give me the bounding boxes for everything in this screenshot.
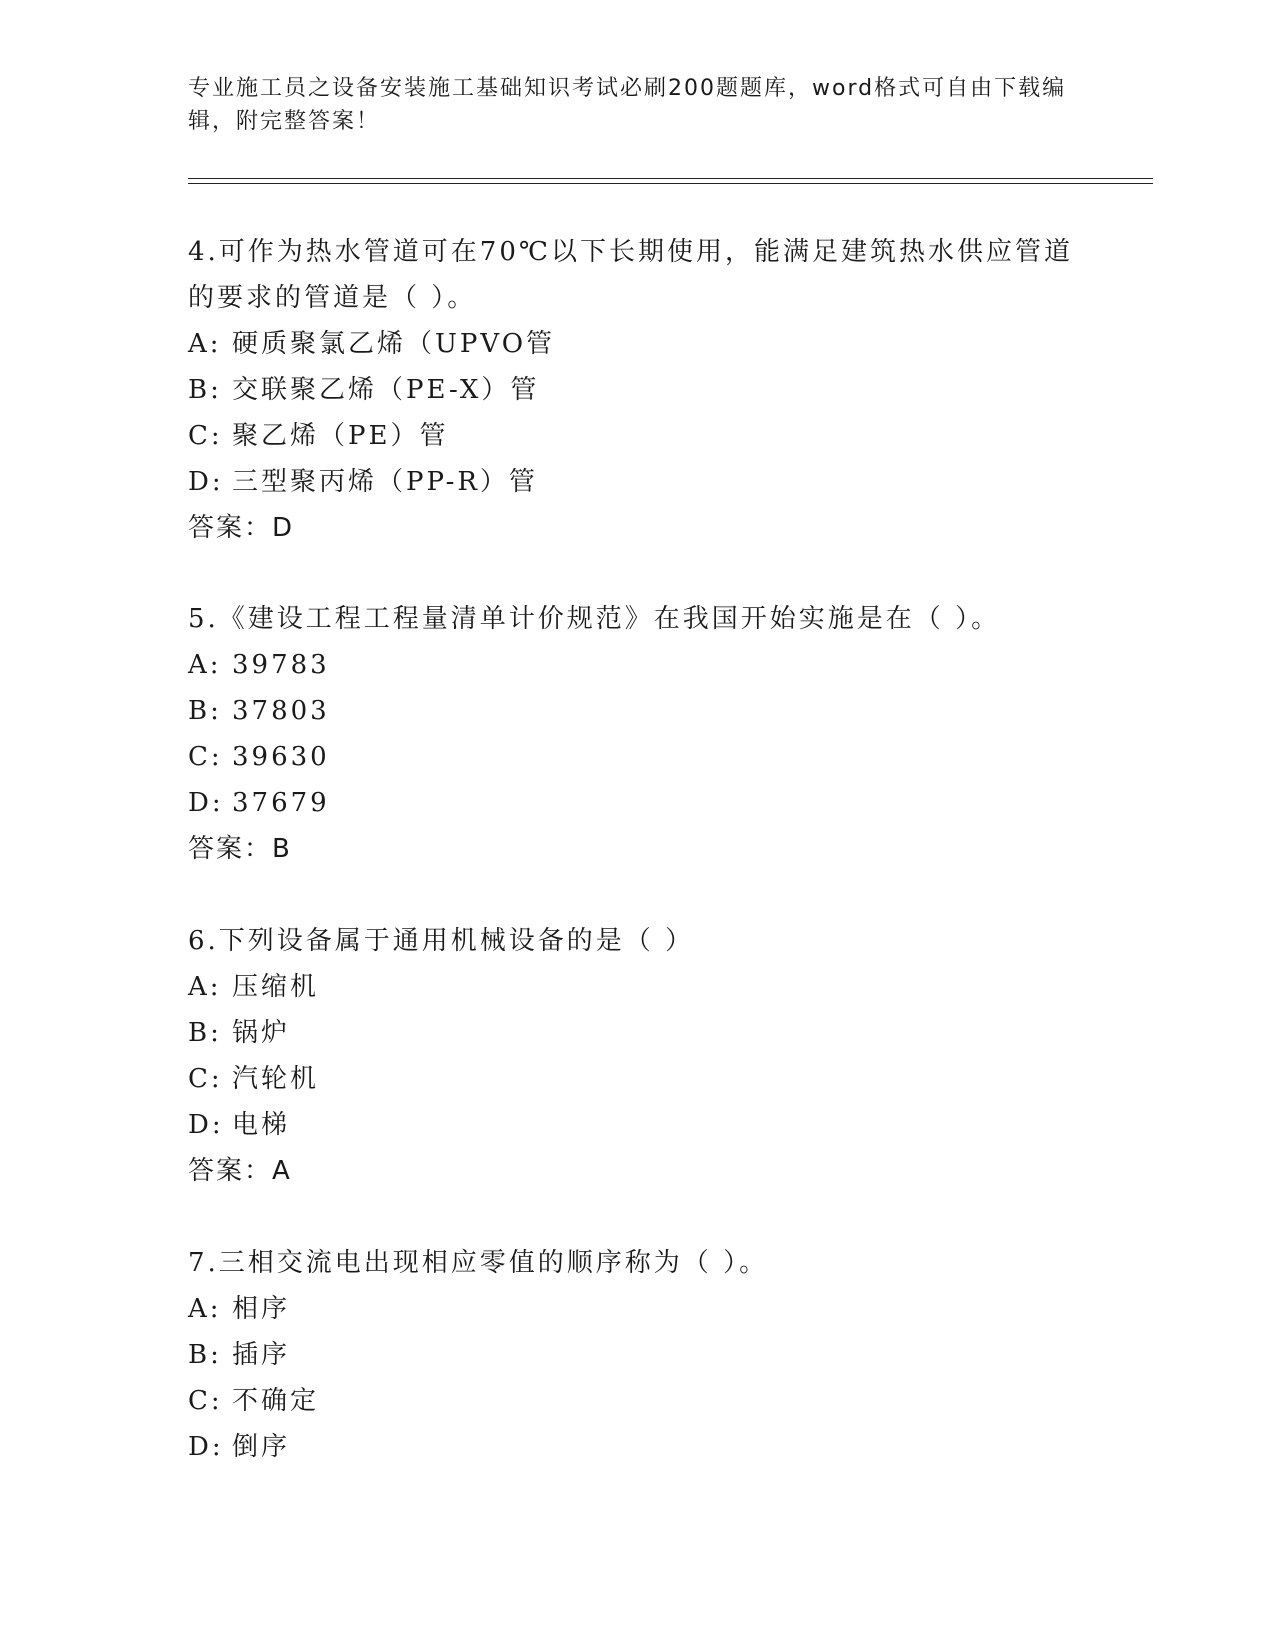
option-text: 39783 <box>232 650 330 680</box>
option-c <box>188 734 1088 780</box>
option-d <box>188 780 1088 826</box>
option-letter: A: <box>188 1294 222 1324</box>
answer-line: 答案：D <box>188 513 295 543</box>
option-c <box>188 1056 1088 1102</box>
option-b <box>188 1332 1088 1378</box>
question-stem: 6.下列设备属于通用机械设备的是（ ） <box>188 926 695 956</box>
question-stem: 7.三相交流电出现相应零值的顺序称为（ ）。 <box>188 1248 769 1278</box>
option-d <box>188 459 1088 505</box>
option-text: 硬质聚氯乙烯（UPVO管 <box>232 329 556 359</box>
question-6 <box>188 918 1088 1194</box>
option-text: 插序 <box>232 1340 291 1370</box>
option-letter: D: <box>188 1110 224 1140</box>
question-5 <box>188 596 1088 872</box>
option-text: 汽轮机 <box>232 1064 320 1094</box>
option-a <box>188 642 1088 688</box>
option-letter: B: <box>188 696 222 726</box>
option-letter: B: <box>188 1340 222 1370</box>
option-c <box>188 413 1088 459</box>
option-text: 三型聚丙烯（PP-R）管 <box>232 467 538 497</box>
option-letter: A: <box>188 329 222 359</box>
option-text: 交联聚乙烯（PE-X）管 <box>232 375 540 405</box>
option-text: 倒序 <box>232 1432 291 1462</box>
header-rule-bottom <box>188 183 1153 184</box>
option-text: 39630 <box>232 742 330 772</box>
option-letter: D: <box>188 467 224 497</box>
option-text: 电梯 <box>232 1110 291 1140</box>
option-a <box>188 321 1088 367</box>
question-stem: 5.《建设工程工程量清单计价规范》在我国开始实施是在（ ）。 <box>188 604 1001 634</box>
option-a <box>188 964 1088 1010</box>
option-letter: C: <box>188 421 223 451</box>
option-d <box>188 1424 1088 1470</box>
option-d <box>188 1102 1088 1148</box>
question-7 <box>188 1240 1088 1470</box>
option-text: 37679 <box>232 788 330 818</box>
question-stem: 4.可作为热水管道可在70℃以下长期使用，能满足建筑热水供应管道的要求的管道是（ ）。 <box>188 237 1073 313</box>
option-letter: D: <box>188 1432 224 1462</box>
option-b <box>188 1010 1088 1056</box>
option-text: 聚乙烯（PE）管 <box>232 421 449 451</box>
option-letter: D: <box>188 788 224 818</box>
option-letter: A: <box>188 972 222 1002</box>
answer-line: 答案：A <box>188 1156 292 1186</box>
option-text: 压缩机 <box>232 972 320 1002</box>
question-4 <box>188 229 1088 551</box>
document-header: 专业施工员之设备安装施工基础知识考试必刷200题题库，word格式可自由下载编辑，附完整答案！ <box>188 76 1067 134</box>
option-letter: C: <box>188 1064 223 1094</box>
option-text: 锅炉 <box>232 1018 291 1048</box>
option-b <box>188 367 1088 413</box>
option-letter: B: <box>188 1018 222 1048</box>
option-text: 37803 <box>232 696 330 726</box>
answer-line: 答案：B <box>188 834 292 864</box>
option-letter: A: <box>188 650 222 680</box>
option-letter: B: <box>188 375 222 405</box>
option-letter: C: <box>188 1386 223 1416</box>
option-letter: C: <box>188 742 223 772</box>
option-a <box>188 1286 1088 1332</box>
option-text: 不确定 <box>232 1386 320 1416</box>
option-c <box>188 1378 1088 1424</box>
header-rule-top <box>188 178 1153 179</box>
option-text: 相序 <box>232 1294 291 1324</box>
option-b <box>188 688 1088 734</box>
